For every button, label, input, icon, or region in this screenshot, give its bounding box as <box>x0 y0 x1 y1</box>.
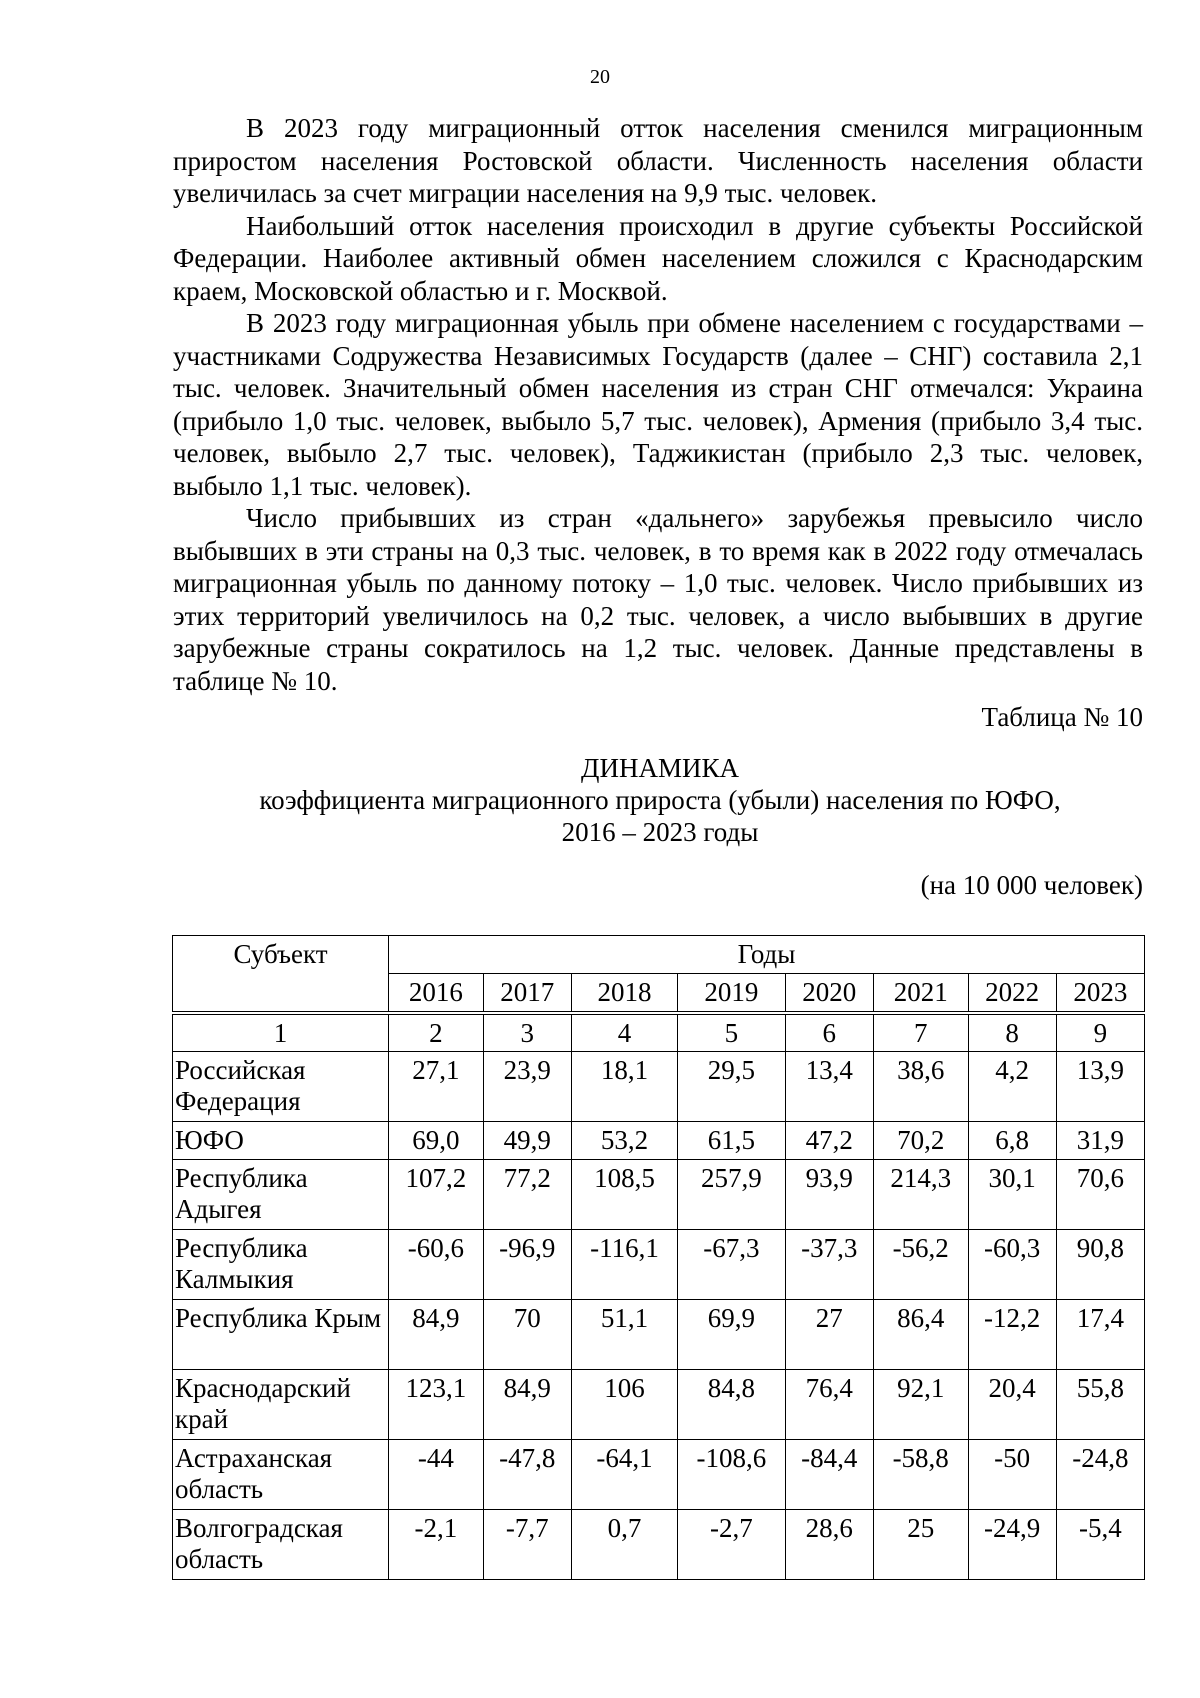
table-row <box>173 1052 1145 1122</box>
value-cell: 84,9 <box>389 1300 484 1370</box>
subject-cell: Астраханская область <box>173 1440 389 1510</box>
column-number: 7 <box>873 1013 968 1052</box>
subject-cell: Республика Калмыкия <box>173 1230 389 1300</box>
table-row <box>173 1510 1145 1580</box>
value-cell: 49,9 <box>483 1122 571 1160</box>
value-cell: 27 <box>785 1300 873 1370</box>
table-label: Таблица № 10 <box>981 702 1143 732</box>
value-cell: 70,6 <box>1056 1160 1144 1230</box>
value-cell: 77,2 <box>483 1160 571 1230</box>
header-row <box>173 936 1145 974</box>
unit-note: (на 10 000 человек) <box>920 870 1143 900</box>
value-cell: 53,2 <box>571 1122 677 1160</box>
value-cell: 69,0 <box>389 1122 484 1160</box>
value-cell: 90,8 <box>1056 1230 1144 1300</box>
value-cell: -58,8 <box>873 1440 968 1510</box>
value-cell: 51,1 <box>571 1300 677 1370</box>
column-number: 1 <box>173 1013 389 1052</box>
year-header: 2019 <box>678 973 786 1013</box>
value-cell: 84,8 <box>678 1370 786 1440</box>
value-cell: 92,1 <box>873 1370 968 1440</box>
value-cell: 47,2 <box>785 1122 873 1160</box>
migration-table <box>172 935 1145 1580</box>
value-cell: 38,6 <box>873 1052 968 1122</box>
column-number: 5 <box>678 1013 786 1052</box>
value-cell: 70 <box>483 1300 571 1370</box>
value-cell: -50 <box>968 1440 1056 1510</box>
value-cell: 6,8 <box>968 1122 1056 1160</box>
value-cell: 257,9 <box>678 1160 786 1230</box>
value-cell: -56,2 <box>873 1230 968 1300</box>
value-cell: -84,4 <box>785 1440 873 1510</box>
column-number: 8 <box>968 1013 1056 1052</box>
value-cell: 0,7 <box>571 1510 677 1580</box>
table-row <box>173 1160 1145 1230</box>
value-cell: -37,3 <box>785 1230 873 1300</box>
value-cell: -67,3 <box>678 1230 786 1300</box>
table-row <box>173 1300 1145 1370</box>
year-header: 2016 <box>389 973 484 1013</box>
value-cell: 28,6 <box>785 1510 873 1580</box>
title-line-3: 2016 – 2023 годы <box>561 817 759 847</box>
value-cell: 55,8 <box>1056 1370 1144 1440</box>
value-cell: 13,9 <box>1056 1052 1144 1122</box>
value-cell: 17,4 <box>1056 1300 1144 1370</box>
column-number: 9 <box>1056 1013 1144 1052</box>
value-cell: -44 <box>389 1440 484 1510</box>
value-cell: 70,2 <box>873 1122 968 1160</box>
year-header: 2020 <box>785 973 873 1013</box>
value-cell: -24,9 <box>968 1510 1056 1580</box>
year-header: 2023 <box>1056 973 1144 1013</box>
value-cell: 69,9 <box>678 1300 786 1370</box>
column-number: 3 <box>483 1013 571 1052</box>
year-header: 2022 <box>968 973 1056 1013</box>
value-cell: -64,1 <box>571 1440 677 1510</box>
paragraph: В 2023 году миграционная убыль при обмене населением с государствами – участниками Содружества Независимых Государств (далее – СНГ) составила 2,1 тыс. человек. Значительный обмен населения из стран СНГ отмечался: Украина (прибыло 1,0 тыс. человек, выбыло 5,7 тыс. человек), Армения (прибыло 3,4 тыс. человек, выбыло 2,7 тыс. человек), Таджикистан (прибыло 2,3 тыс. человек, выбыло 1,1 тыс. человек). <box>173 308 1143 501</box>
year-header: 2018 <box>571 973 677 1013</box>
value-cell: -108,6 <box>678 1440 786 1510</box>
value-cell: -60,6 <box>389 1230 484 1300</box>
column-number: 2 <box>389 1013 484 1052</box>
page-number: 20 <box>590 66 610 88</box>
table-row <box>173 1440 1145 1510</box>
value-cell: -7,7 <box>483 1510 571 1580</box>
paragraph: Наибольший отток населения происходил в другие субъекты Российской Федерации. Наиболее активный обмен населением сложился с Краснодарским краем, Московской областью и г. Москвой. <box>173 210 1143 306</box>
title-line-2: коэффициента миграционного прироста (убыли) населения по ЮФО, <box>259 785 1061 815</box>
value-cell: 23,9 <box>483 1052 571 1122</box>
value-cell: 106 <box>571 1370 677 1440</box>
column-number: 6 <box>785 1013 873 1052</box>
value-cell: 18,1 <box>571 1052 677 1122</box>
value-cell: 107,2 <box>389 1160 484 1230</box>
value-cell: -116,1 <box>571 1230 677 1300</box>
value-cell: 76,4 <box>785 1370 873 1440</box>
value-cell: 4,2 <box>968 1052 1056 1122</box>
paragraph: В 2023 году миграционный отток населения сменился миграционным приростом населения Ростовской области. Численность населения области увеличилась за счет миграции населения на 9,9 тыс. человек. <box>173 113 1143 208</box>
value-cell: 31,9 <box>1056 1122 1144 1160</box>
column-number: 4 <box>571 1013 677 1052</box>
year-header: 2021 <box>873 973 968 1013</box>
subject-cell: Российская Федерация <box>173 1052 389 1122</box>
value-cell: 108,5 <box>571 1160 677 1230</box>
value-cell: 29,5 <box>678 1052 786 1122</box>
value-cell: 25 <box>873 1510 968 1580</box>
table-title <box>0 752 1200 848</box>
value-cell: -47,8 <box>483 1440 571 1510</box>
value-cell: 61,5 <box>678 1122 786 1160</box>
value-cell: 84,9 <box>483 1370 571 1440</box>
column-number-row <box>173 1013 1145 1052</box>
value-cell: 20,4 <box>968 1370 1056 1440</box>
table-row <box>173 1230 1145 1300</box>
value-cell: 123,1 <box>389 1370 484 1440</box>
table-row <box>173 1122 1145 1160</box>
value-cell: -60,3 <box>968 1230 1056 1300</box>
value-cell: 30,1 <box>968 1160 1056 1230</box>
value-cell: -5,4 <box>1056 1510 1144 1580</box>
table-body <box>173 1013 1145 1580</box>
value-cell: -2,1 <box>389 1510 484 1580</box>
value-cell: 93,9 <box>785 1160 873 1230</box>
table-row <box>173 1370 1145 1440</box>
subject-cell: Краснодарский край <box>173 1370 389 1440</box>
value-cell: -24,8 <box>1056 1440 1144 1510</box>
value-cell: 13,4 <box>785 1052 873 1122</box>
value-cell: 86,4 <box>873 1300 968 1370</box>
paragraph: Число прибывших из стран «дальнего» зарубежья превысило число выбывших в эти страны на 0,3 тыс. человек, в то время как в 2022 году отмечалась миграционная убыль по данному потоку – 1,0 тыс. человек. Число прибывших из этих территорий увеличилось на 0,2 тыс. человек, а число выбывших в другие зарубежные страны сократилось на 1,2 тыс. человек. Данные представлены в таблице № 10. <box>173 503 1143 696</box>
value-cell: -12,2 <box>968 1300 1056 1370</box>
year-header: 2017 <box>483 973 571 1013</box>
value-cell: 27,1 <box>389 1052 484 1122</box>
header-subject: Субъект <box>173 936 389 1014</box>
value-cell: -2,7 <box>678 1510 786 1580</box>
value-cell: 214,3 <box>873 1160 968 1230</box>
subject-cell: Республика Адыгея <box>173 1160 389 1230</box>
body-text <box>173 112 1143 697</box>
title-line-1: ДИНАМИКА <box>581 753 739 783</box>
header-years: Годы <box>389 936 1145 974</box>
value-cell: -96,9 <box>483 1230 571 1300</box>
subject-cell: Волгоградская область <box>173 1510 389 1580</box>
subject-cell: Республика Крым <box>173 1300 389 1370</box>
subject-cell: ЮФО <box>173 1122 389 1160</box>
